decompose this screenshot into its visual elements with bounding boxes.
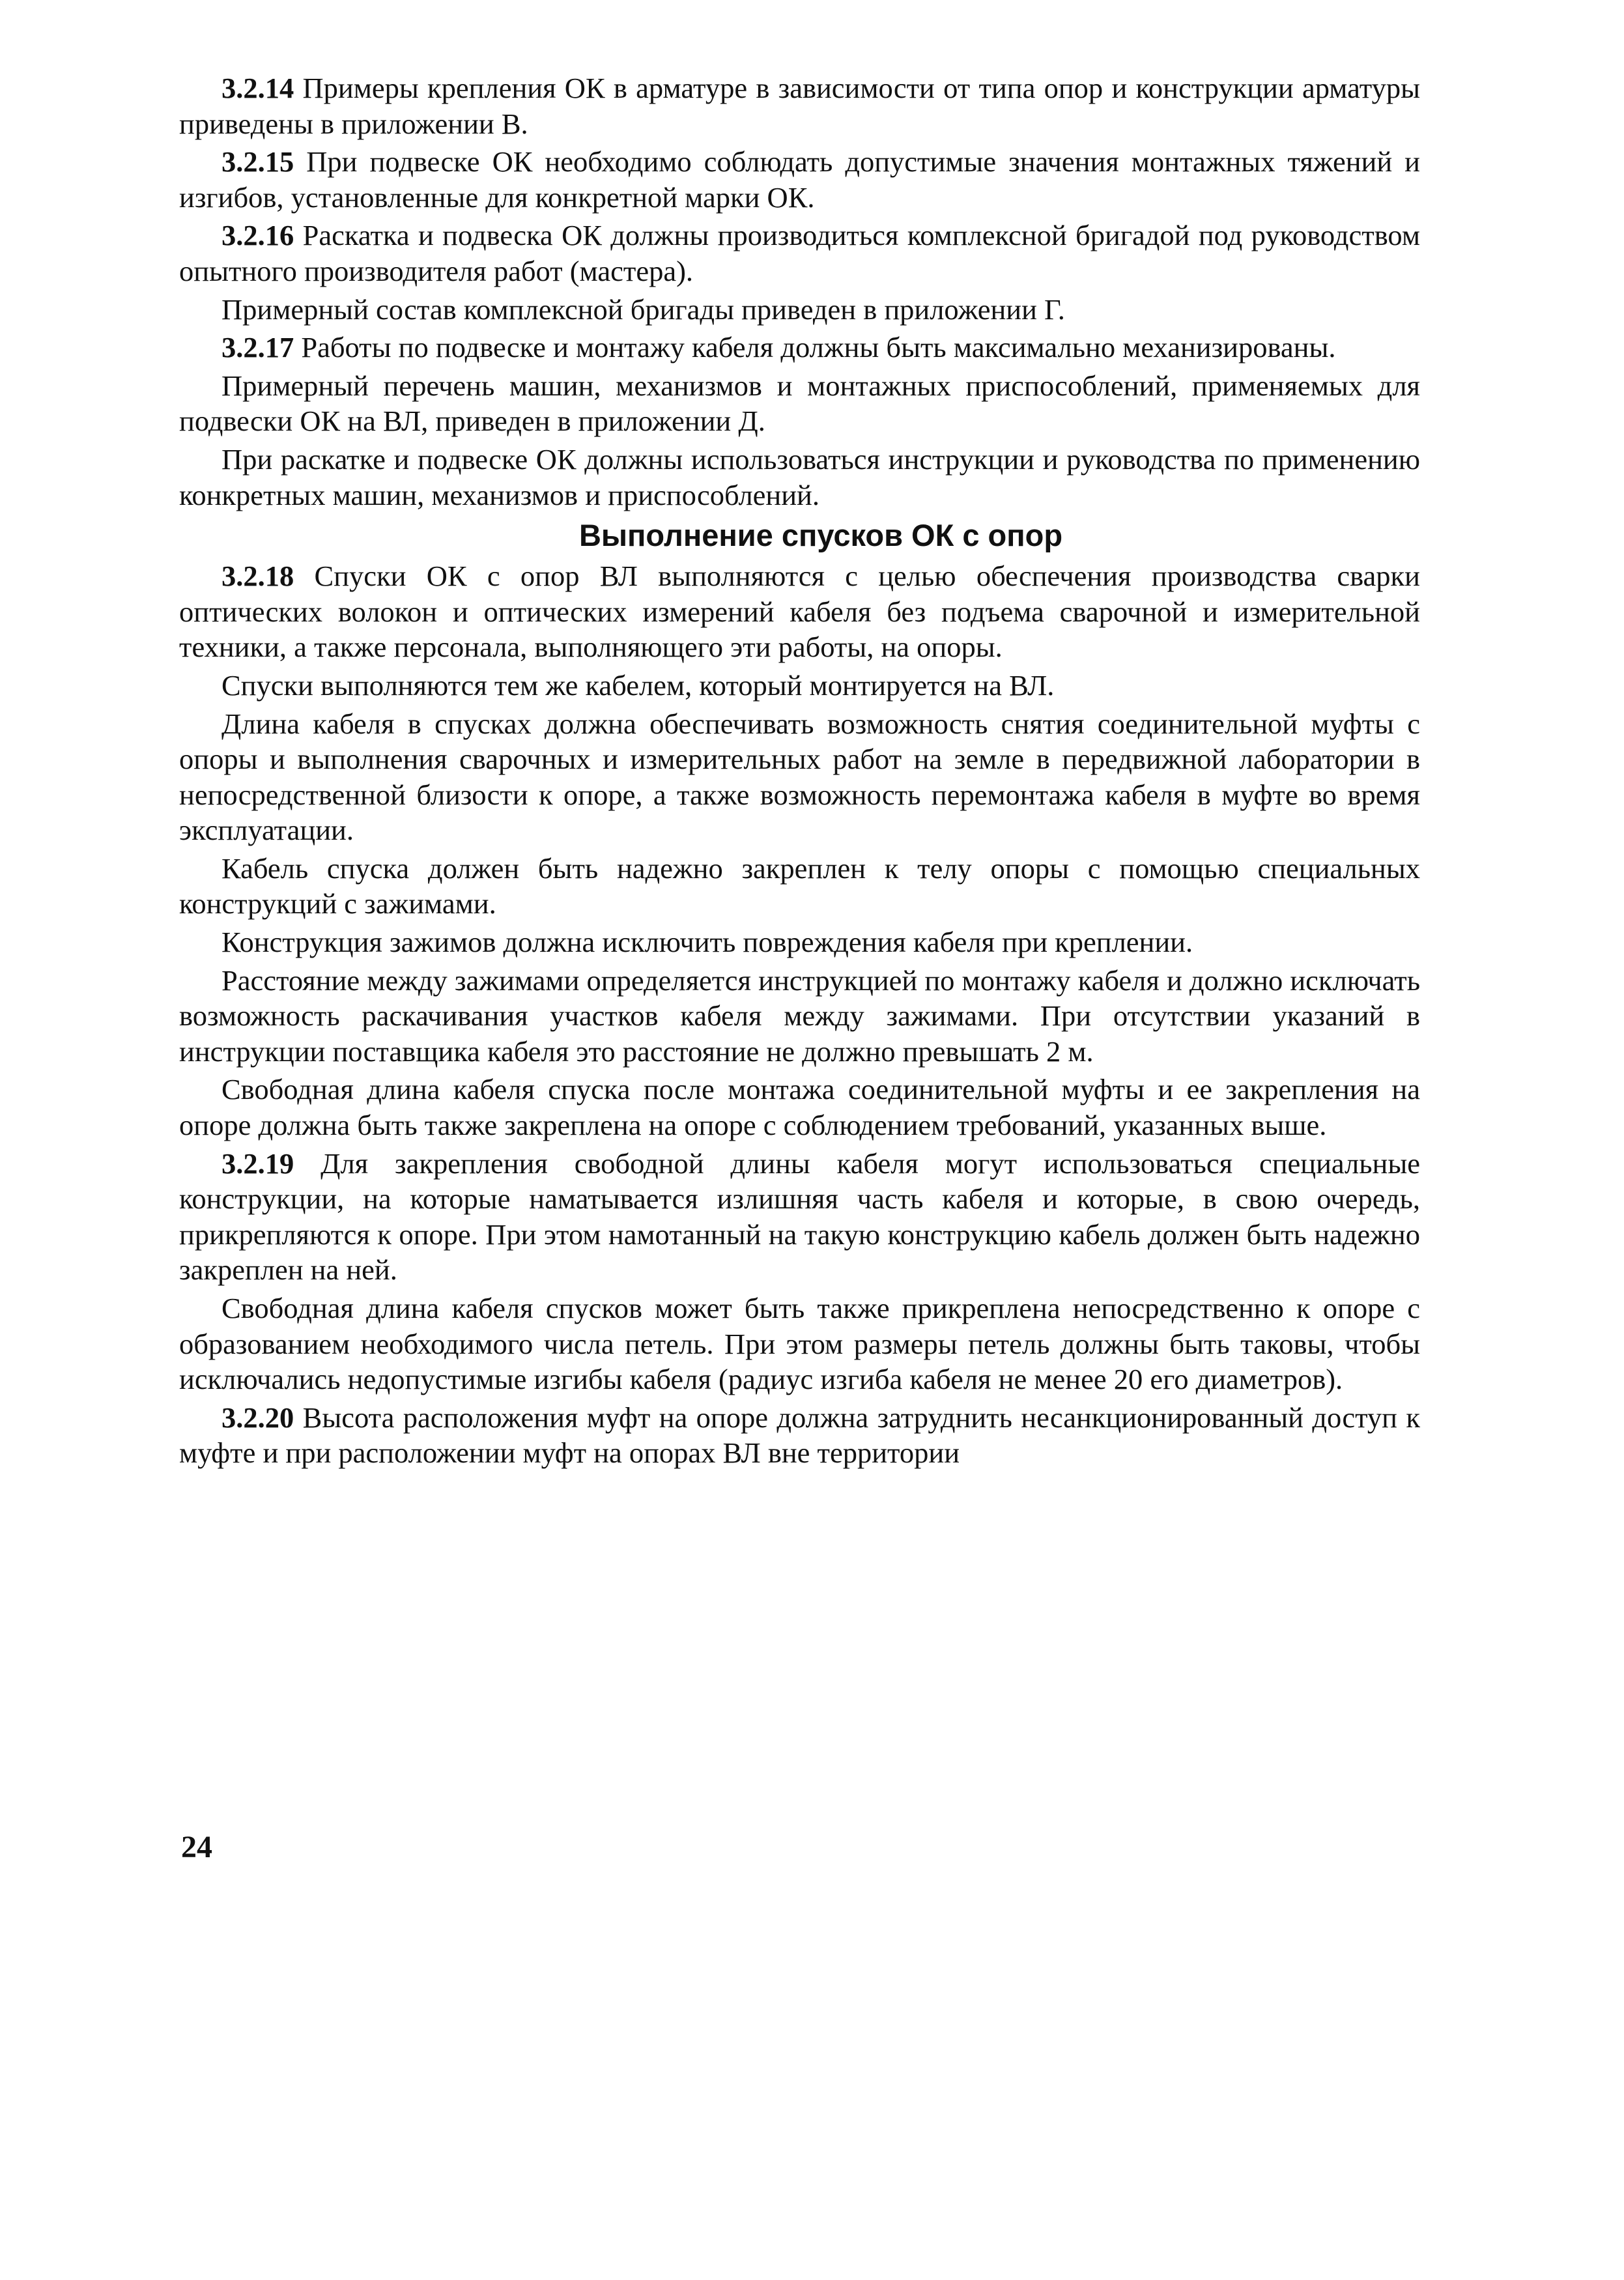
paragraph-text: Длина кабеля в спусках должна обеспечивать возможность снятия соединительной муфты с опоры и выполнения сварочных и измерительных работ на земле в передвижной лаборатории в непосредственной близости к опоре, а также возможность перемонтажа кабеля в муфте во время эксплуатации. bbox=[179, 707, 1420, 847]
paragraph-text: Спуски ОК с опор ВЛ выполняются с целью обеспечения производства сварки оптических волокон и оптических измерений кабеля без подъема сварочной и измерительной техники, а также персонала, выполняющего эти работы, на опоры. bbox=[179, 560, 1420, 664]
clause-number: 3.2.18 bbox=[221, 560, 294, 593]
paragraph-text: Раскатка и подвеска ОК должны производиться комплексной бригадой под руководством опытного производителя работ (мастера). bbox=[179, 219, 1420, 287]
paragraph-text: При раскатке и подвеске ОК должны использоваться инструкции и руководства по применению конкретных машин, механизмов и приспособлений. bbox=[179, 442, 1420, 511]
paragraph-text: Кабель спуска должен быть надежно закреплен к телу опоры с помощью специальных конструкций с зажимами. bbox=[179, 851, 1420, 920]
paragraph-same-cable bbox=[179, 668, 1420, 704]
paragraph-3-2-18 bbox=[179, 558, 1420, 665]
paragraph-clamp-design bbox=[179, 924, 1420, 960]
paragraph-text: Примерный перечень машин, механизмов и монтажных приспособлений, применяемых для подвески ОК на ВЛ, приведен в приложении Д. bbox=[179, 369, 1420, 438]
clause-number: 3.2.19 bbox=[221, 1147, 294, 1180]
paragraph-text: Примерный состав комплексной бригады приведен в приложении Г. bbox=[221, 292, 1065, 326]
body-text bbox=[179, 70, 1420, 1474]
paragraph-text: Спуски выполняются тем же кабелем, который монтируется на ВЛ. bbox=[221, 668, 1055, 702]
paragraph-clamp-distance bbox=[179, 963, 1420, 1070]
paragraph-text: Высота расположения муфт на опоре должна затруднить несанкционированный доступ к муфте и при расположении муфт на опорах ВЛ вне территории bbox=[179, 1401, 1420, 1470]
clause-number: 3.2.17 bbox=[221, 331, 294, 364]
paragraph-text: Конструкция зажимов должна исключить повреждения кабеля при креплении. bbox=[221, 926, 1193, 959]
paragraph-text: Примеры крепления ОК в арматуре в зависимости от типа опор и конструкции арматуры приведены в приложении В. bbox=[179, 72, 1420, 140]
paragraph-3-2-19 bbox=[179, 1146, 1420, 1288]
clause-number: 3.2.16 bbox=[221, 219, 294, 252]
paragraph-loops bbox=[179, 1290, 1420, 1397]
paragraph-instructions bbox=[179, 442, 1420, 513]
paragraph-cable-length bbox=[179, 706, 1420, 848]
paragraph-3-2-17 bbox=[179, 330, 1420, 365]
paragraph-text: Для закрепления свободной длины кабеля могут использоваться специальные конструкции, на которые наматывается излишняя часть кабеля и которые, в свою очередь, прикрепляются к опоре. При этом намотанный на такую конструкцию кабель должен быть надежно закреплен на ней. bbox=[179, 1147, 1420, 1287]
paragraph-text: Свободная длина кабеля спуска после монтажа соединительной муфты и ее закрепления на опоре должна быть также закреплена на опоре с соблюдением требований, указанных выше. bbox=[179, 1073, 1420, 1142]
paragraph-text: Работы по подвеске и монтажу кабеля должны быть максимально механизированы. bbox=[294, 331, 1336, 364]
clause-number: 3.2.14 bbox=[221, 72, 294, 104]
paragraph-machines-list bbox=[179, 368, 1420, 439]
paragraph-free-length bbox=[179, 1072, 1420, 1143]
paragraph-3-2-16 bbox=[179, 218, 1420, 289]
paragraph-3-2-20 bbox=[179, 1400, 1420, 1471]
clause-number: 3.2.15 bbox=[221, 145, 294, 178]
paragraph-cable-fastening bbox=[179, 851, 1420, 922]
paragraph-text: При подвеске ОК необходимо соблюдать допустимые значения монтажных тяжений и изгибов, установленные для конкретной марки ОК. bbox=[179, 145, 1420, 214]
paragraph-text: Расстояние между зажимами определяется инструкцией по монтажу кабеля и должно исключать возможность раскачивания участков кабеля между зажимами. При отсутствии указаний в инструкции поставщика кабеля это расстояние не должно превышать 2 м. bbox=[179, 963, 1420, 1068]
paragraph-brigade-composition bbox=[179, 292, 1420, 328]
clause-number: 3.2.20 bbox=[221, 1401, 294, 1434]
paragraph-text: Свободная длина кабеля спусков может быть также прикреплена непосредственно к опоре с образованием необходимого числа петель. При этом размеры петель должны быть таковы, чтобы исключались недопустимые изгибы кабеля (радиус изгиба кабеля не менее 20 его диаметров). bbox=[179, 1292, 1420, 1396]
section-heading: Выполнение спусков ОК с опор bbox=[578, 518, 1063, 553]
paragraph-3-2-14 bbox=[179, 70, 1420, 141]
page-number: 24 bbox=[181, 1830, 212, 1864]
paragraph-3-2-15 bbox=[179, 144, 1420, 215]
